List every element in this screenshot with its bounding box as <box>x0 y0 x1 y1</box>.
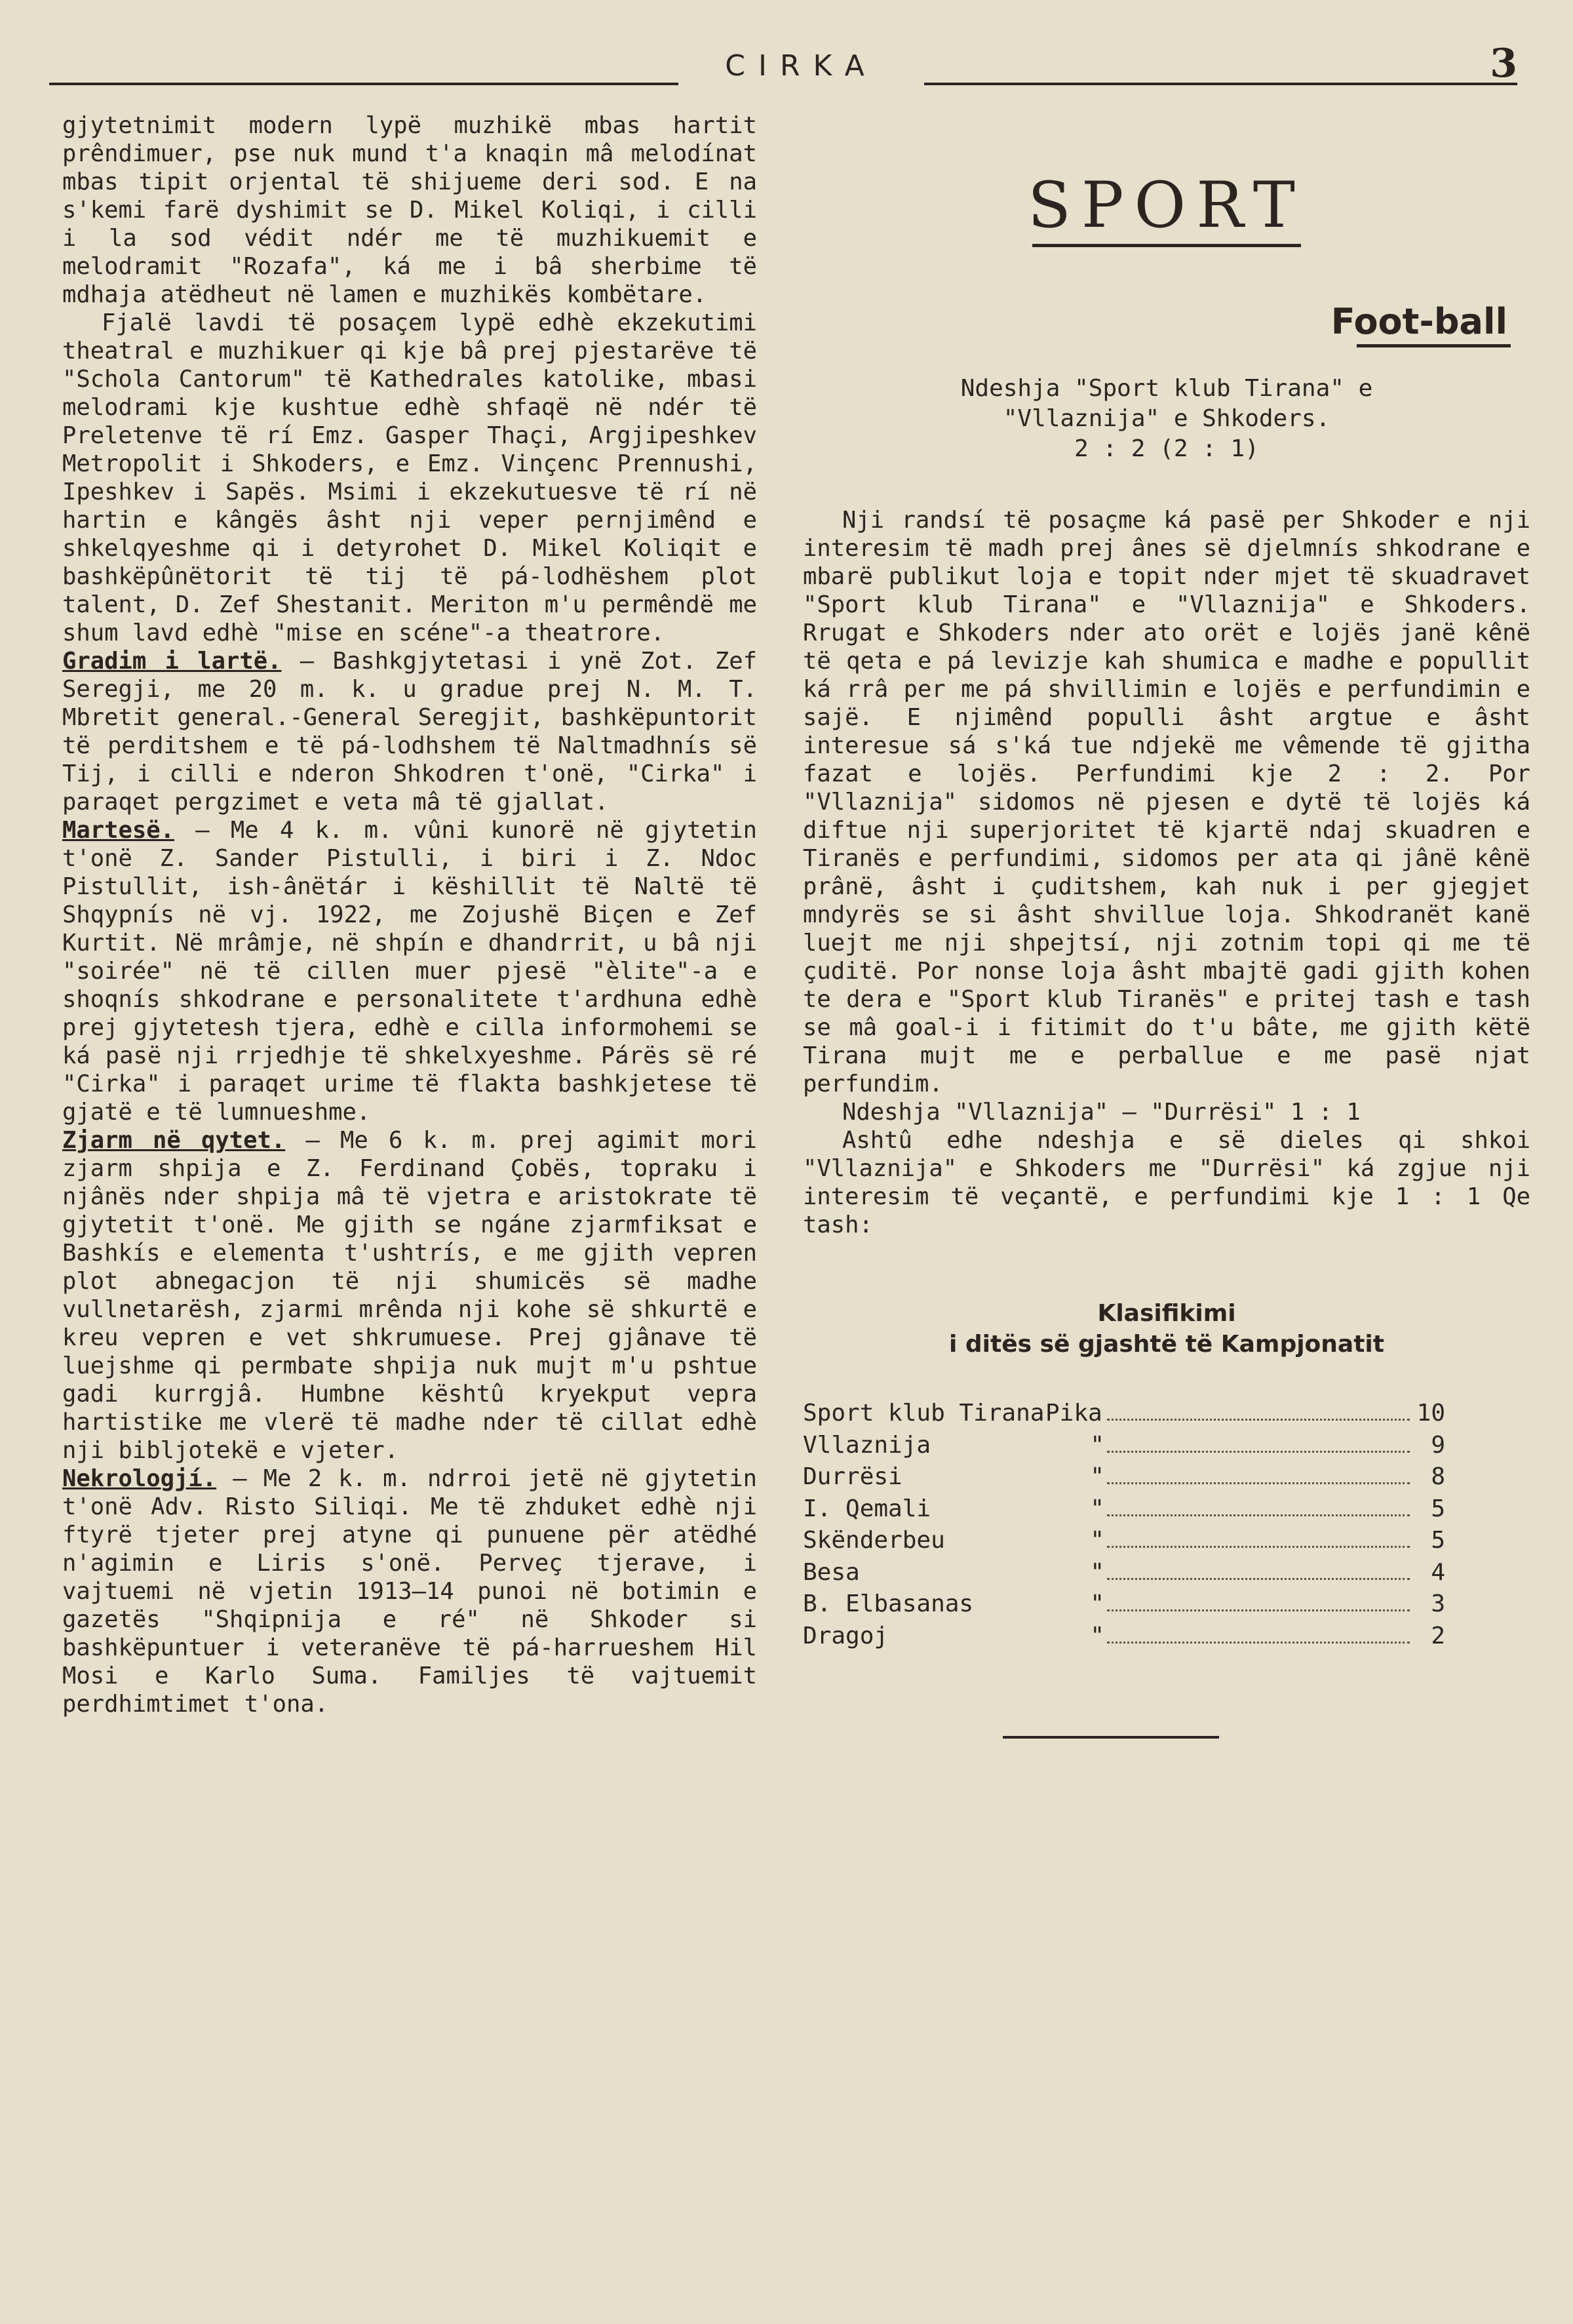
left-column <box>62 111 757 1718</box>
match-heading-line: Ndeshja "Sport klub Tirana" e <box>960 375 1373 402</box>
sport-title-rule <box>1032 244 1301 247</box>
team-points: 5 <box>1431 1495 1445 1522</box>
standings-row <box>803 1525 1445 1557</box>
article-text: – Me 4 k. m. vûni kunorë në gjytetin t'onë Z. Sander Pistulli, i biri i Z. Ndoc Pistullit, ish-ânëtár i këshillit të Naltë të Shqypnís në vj. 1922, me Zojushë Biçen e Zef Kurtit. Në mrâmje, në shpín e dhandrrit, u bâ nji "soirée" në të cillen muer pjesë "èlite"-a e shoqnís shkodrane e personalitete t'ardhuna edhè prej gjytetesh tjera, edhè e cilla informohemi se ká pasë nji rrjedhje të shkelxyeshme. Párës së ré "Cirka" i paraqet urime të flakta bashkjetese të gjatë e të lumnueshme. <box>62 817 757 1126</box>
football-subtitle-rule <box>1357 344 1511 347</box>
article-rubric: Nekrologjí. <box>62 1465 217 1492</box>
standings-row <box>803 1621 1445 1653</box>
article-paragraph <box>62 1126 757 1465</box>
report-text: Ashtû edhe ndeshja e së dieles qi shkoi "Vllaznija" e Shkoders me "Durrësi" ká zgjue nji interesim të veçantë, e perfundimi kje 1 : 1 Qe tash: <box>803 1127 1530 1238</box>
team-points: 2 <box>1431 1622 1445 1649</box>
ditto-mark: " <box>1090 1527 1104 1554</box>
team-points: 4 <box>1431 1558 1445 1586</box>
right-column <box>803 111 1530 1739</box>
team-name: Sport klub Tirana <box>803 1400 1045 1427</box>
article-text: – Me 6 k. m. prej agimit mori zjarm shpija e Z. Ferdinand Çobës, topraku i njânës nder shpija mâ të vjetra e aristokrate të gjytetit t'onë. Me gjith se ngáne zjarmfiksat e Bashkís e elementa t'ushtrís, e me gjith vepren plot abnegacjon të nji shumicës së madhe vullnetarësh, zjarmi mrênda nji kohe së shkurtë e kreu vepren e vet shkrumuese. Prej gjânave të luejshme qi permbate shpija nuk mujt m'u pshtue gadi kurrgjâ. Humbne kështû kryekput vepra hartistike me vlerë të madhe nder të cillat edhè nji bibljotekë e vjeter. <box>62 1127 758 1464</box>
team-points: 3 <box>1431 1590 1445 1617</box>
team-name: Dragoj <box>803 1622 889 1649</box>
team-points: 8 <box>1431 1463 1445 1490</box>
team-name: Skënderbeu <box>803 1527 945 1554</box>
article-text: – Bashkgjytetasi i ynë Zot. Zef Seregji, me 20 m. k. u gradue prej N. M. T. Mbretit general.-General Seregjit, bashkëpuntorit të perditshem e të pá-lodhshem të Naltmadhnís së Tij, i cilli e nderon Shkodren t'onë, "Cirka" i paraqet pergzimet e veta mâ të gjallat. <box>62 648 757 816</box>
team-name: I. Qemali <box>803 1495 931 1522</box>
team-name: Vllaznija <box>803 1431 931 1459</box>
page-number: 3 <box>1490 41 1517 87</box>
page-header <box>49 41 1524 98</box>
team-points: 10 <box>1416 1400 1445 1427</box>
football-subtitle: Foot-ball <box>1330 301 1507 342</box>
dot-leader <box>1107 1482 1410 1484</box>
report-paragraph <box>803 506 1530 1098</box>
header-rule-left <box>49 83 678 85</box>
standings-subtitle: i ditës së gjashtë të Kampjonatit <box>949 1331 1384 1358</box>
article-paragraph <box>62 647 757 816</box>
article-text: Fjalë lavdi të posaçem lypë edhè ekzekutimi theatral e muzhikuer qi kje bâ prej pjestarëve të "Schola Cantorum" të Kathedrales katolike, mbasi melodrami kje kushtue edhè shfaqë në ndér të Preletenve të rí Emz. Gasper Thaçi, Argjipeshkev Metropolit i Shkoders, e Emz. Vinçenc Prennushi, Ipeshkev i Sapës. Msimi i ekzekutuesve të rí në hartin e kângës âsht nji veper pernjimênd e shkelqyeshme qi i detyrohet D. Mikel Koliqit e bashkëpûnëtorit të tij të pá-lodhëshem plot talent, D. Zef Shestanit. Meriton m'u permêndë me shum lavd edhè "mise en scéne"-a theatrore. <box>62 309 757 646</box>
report-text: Nji randsí të posaçme ká pasë per Shkoder e nji interesim të madh prej ânes së djelmnís shkodrane e mbarë publikut loja e topit nder mjet të skuadravet "Sport klub Tirana" e "Vllaznija" e Shkoders. Rrugat e Shkoders nder ato orët e lojës janë kênë të qeta e pá levizje kah shumica e madhe e popullit ká rrâ per me pá shvillimin e lojës e perfundimin e sajë. E njimênd populli âsht argtue e âsht interesue sá s'ká tue ndjekë me vêmende të gjitha fazat e lojës. Perfundimi kje 2 : 2. Por "Vllaznija" sidomos në pjesen e dytë të lojës ká diftue nji superjoritet të kjartë ndaj skuadren e Tiranës e perfundimi, sidomos per ata qi jânë kênë prânë, âsht i çuditshem, kah nuk i per gjegjet mndyrës se si âsht shvillue loja. Shkodranët kanë luejt me nji shpejtsí, nji zotnim topi qi me të çuditë. Por nonse loja âsht mbajtë gadi gjith kohen te dera e "Sport klub Tiranës" e pritej tash e tash se mâ goal-i i fitimit do t'u bâte, me gjith këtë Tirana mujt me e perballue e me pasë njat perfundim. <box>803 507 1530 1097</box>
ditto-mark: " <box>1090 1590 1104 1617</box>
match-report <box>803 506 1530 1239</box>
dot-leader <box>1107 1578 1410 1580</box>
header-rule-right <box>924 83 1517 85</box>
team-name: B. Elbasanas <box>803 1590 974 1617</box>
report-text: Ndeshja "Vllaznija" – "Durrësi" 1 : 1 <box>842 1099 1361 1126</box>
team-name: Besa <box>803 1558 860 1586</box>
article-paragraph <box>62 816 757 1126</box>
article-text: gjytetnimit modern lypë muzhikë mbas hartit prêndimuer, pse nuk mund t'a knaqin mâ melodínat mbas tipit orjental të shijueme deri sod. E na s'kemi farë dyshimit se D. Mikel Koliqi, i cilli i la sod védit ndér me të muzhikuemit e melodramit "Rozafa", ká me i bâ sherbime të mdhaja atëdheut në lamen e muzhikës kombëtare. <box>62 112 757 308</box>
dot-leader <box>1107 1451 1410 1453</box>
article-paragraph <box>62 111 757 309</box>
ditto-mark: " <box>1090 1463 1104 1490</box>
standings-heading <box>803 1298 1530 1360</box>
article-text: – Me 2 k. m. ndrroi jetë në gjytetin t'onë Adv. Risto Siliqi. Me të zhduket edhè nji ftyrë tjeter prej atyne qi punuene për atëdhé n'agimin e Liris s'onë. Perveç tjerave, i vajtuemi në vjetin 1913–14 punoi në botimin e gazetës "Shqipnija e ré" në Shkoder si bashkëpuntuer i veteranëve të pá-harrueshem Hil Mosi e Karlo Suma. Familjes të vajtuemit perdhimtimet t'ona. <box>62 1465 757 1718</box>
report-paragraph <box>803 1126 1530 1239</box>
article-paragraph <box>62 1465 757 1718</box>
article-rubric: Martesë. <box>62 817 174 844</box>
dot-leader <box>1107 1419 1410 1421</box>
match-heading <box>803 374 1530 464</box>
article-rubric: Gradim i lartë. <box>62 648 282 675</box>
dot-leader <box>1107 1546 1410 1548</box>
masthead-title: CIRKA <box>725 49 878 83</box>
dot-leader <box>1107 1642 1410 1644</box>
section-end-rule <box>1003 1736 1219 1739</box>
standings-row <box>803 1430 1445 1462</box>
dot-leader <box>1107 1609 1410 1611</box>
points-label: Pika <box>1045 1400 1102 1427</box>
match-heading-line: "Vllaznija" e Shkoders. <box>1003 405 1330 432</box>
ditto-mark: " <box>1090 1558 1104 1586</box>
report-paragraph <box>803 1098 1530 1126</box>
ditto-mark: " <box>1090 1622 1104 1649</box>
match-score: 2 : 2 (2 : 1) <box>1074 435 1259 462</box>
standings-row <box>803 1493 1445 1526</box>
ditto-mark: " <box>1090 1495 1104 1522</box>
article-paragraph <box>62 309 757 647</box>
standings-row <box>803 1398 1445 1430</box>
standings-row <box>803 1588 1445 1621</box>
team-name: Durrësi <box>803 1463 903 1490</box>
ditto-mark: " <box>1090 1431 1104 1459</box>
article-rubric: Zjarm në qytet. <box>62 1127 286 1154</box>
standings-table <box>803 1398 1445 1652</box>
dot-leader <box>1107 1514 1410 1516</box>
sport-section-title: SPORT <box>1028 168 1306 242</box>
standings-row <box>803 1557 1445 1589</box>
team-points: 5 <box>1431 1527 1445 1554</box>
standings-row <box>803 1461 1445 1493</box>
team-points: 9 <box>1431 1431 1445 1459</box>
standings-title: Klasifikimi <box>1097 1300 1236 1327</box>
